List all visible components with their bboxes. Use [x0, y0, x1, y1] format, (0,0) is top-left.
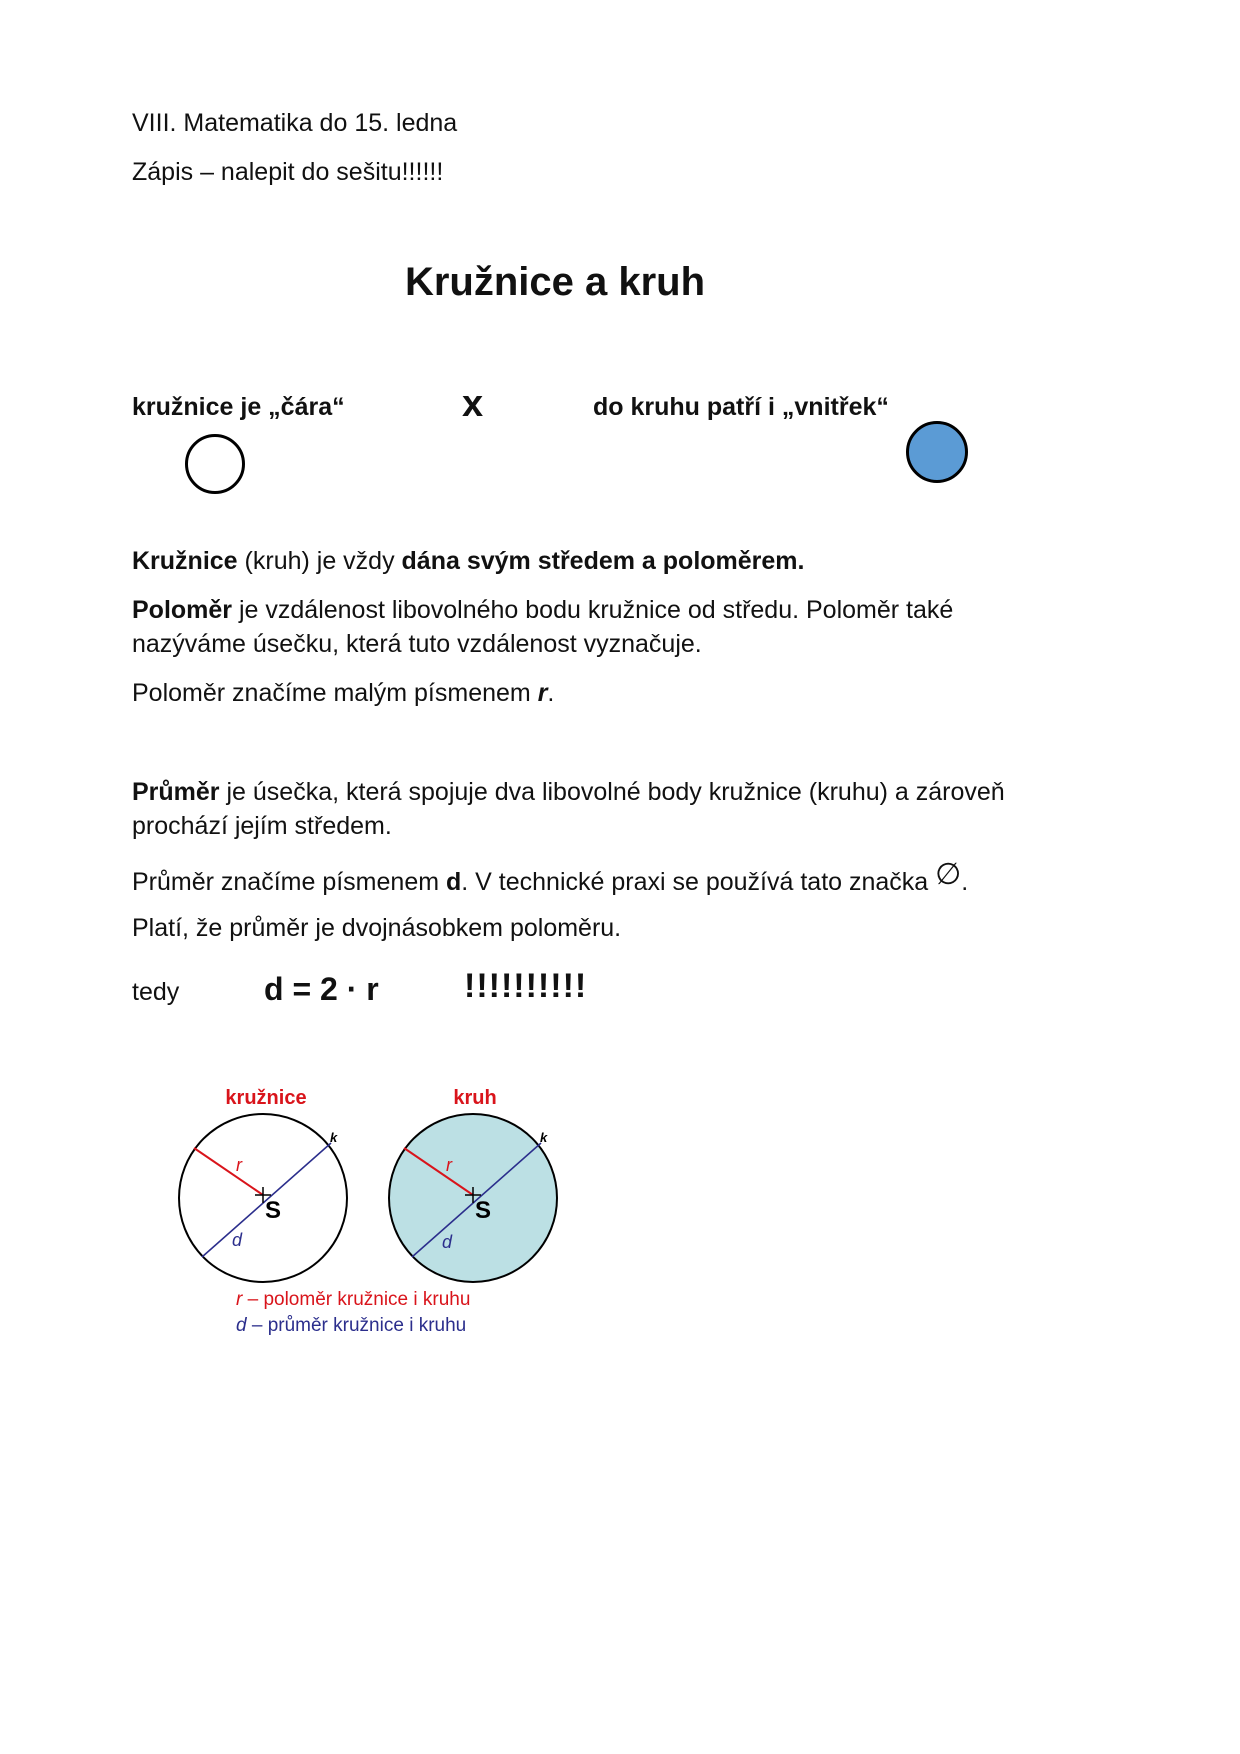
diameter-sign-icon: ∅ [935, 858, 962, 891]
diameter-label: d [232, 1230, 243, 1250]
center-label: S [265, 1197, 282, 1224]
text: Poloměr značíme malým písmenem [132, 679, 538, 707]
header-line-2: Zápis – nalepit do sešitu!!!!!! [132, 158, 444, 186]
term-prumer: Průměr [132, 778, 220, 806]
legend-r-symbol: r [236, 1289, 243, 1310]
diameter-label: d [442, 1232, 453, 1252]
center-label: S [475, 1197, 492, 1224]
text: . V technické praxi se používá tato značka [461, 868, 936, 896]
right-figure-title: kruh [453, 1087, 497, 1109]
formula: d = 2 · r [264, 971, 379, 1007]
disc-label: do kruhu patří i „vnitřek“ [593, 393, 889, 421]
emphasis: dána svým středem a poloměrem. [401, 547, 805, 575]
header-line-1: VIII. Matematika do 15. ledna [132, 109, 458, 137]
term-polomer: Poloměr [132, 596, 233, 624]
circle-line-label: kružnice je „čára“ [132, 393, 345, 421]
text: . [547, 679, 555, 707]
paragraph-diameter-line1 [132, 777, 1005, 807]
page-title: Kružnice a kruh [404, 260, 706, 304]
paragraph-radius-line1 [132, 595, 953, 625]
legend-d-text: – průměr kružnice i kruhu [246, 1315, 467, 1336]
circle-outline-icon [185, 434, 245, 494]
paragraph-relation: Platí, že průměr je dvojnásobkem poloměru. [132, 914, 622, 942]
symbol-r: r [537, 679, 548, 707]
radius-label: r [446, 1155, 452, 1175]
legend-diameter [236, 1315, 466, 1336]
term-kruznice: Kružnice [132, 547, 238, 575]
text: (kruh) je vždy [237, 547, 402, 575]
paragraph-definition [132, 546, 804, 576]
text: Průměr značíme písmenem [132, 868, 446, 896]
paragraph-radius-line2: nazýváme úsečku, která tuto vzdálenost vyznačuje. [132, 630, 702, 658]
legend-r-text: – poloměr kružnice i kruhu [242, 1289, 471, 1310]
paragraph-radius-symbol [132, 678, 554, 708]
formula-label: tedy [132, 978, 180, 1006]
text: . [961, 868, 969, 896]
circle-label: k [330, 1130, 338, 1145]
legend-d-symbol: d [236, 1315, 247, 1336]
radius-label: r [236, 1155, 242, 1175]
filled-disc-icon [906, 421, 968, 483]
circle-label: k [540, 1130, 548, 1145]
circle-diagram [170, 1075, 590, 1345]
exclamation-marks: !!!!!!!!!! [464, 967, 588, 1005]
symbol-d: d [446, 868, 462, 896]
left-figure-title: kružnice [225, 1087, 307, 1109]
paragraph-diameter-symbol [132, 858, 969, 899]
text: je vzdálenost libovolného bodu kružnice od středu. Poloměr také [232, 596, 954, 624]
legend-radius [236, 1289, 470, 1310]
text: je úsečka, která spojuje dva libovolné body kružnice (kruhu) a zároveň [219, 778, 1005, 806]
versus-mark: x [462, 383, 484, 425]
paragraph-diameter-line2: prochází jejím středem. [132, 812, 392, 840]
